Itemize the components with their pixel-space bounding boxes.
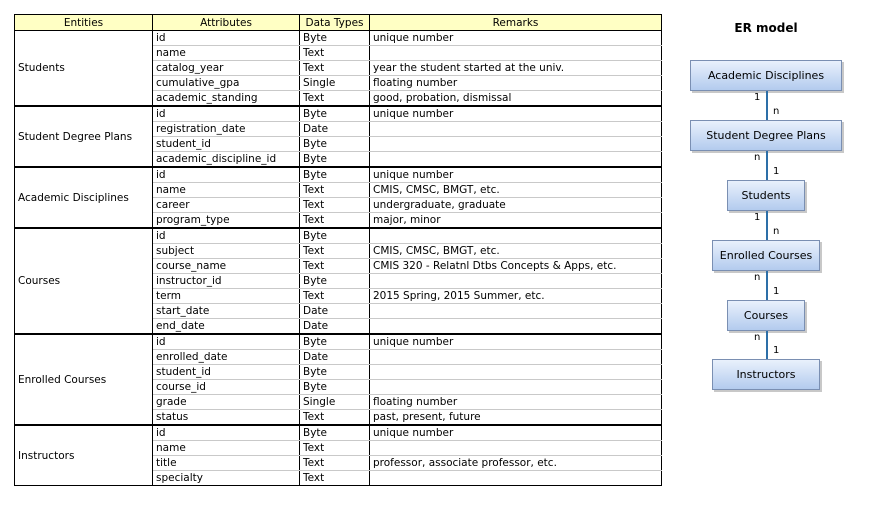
entity-name: Students [15,31,153,107]
attribute-cell: catalog_year [153,61,300,76]
table-row [15,334,662,350]
remark-cell [370,46,662,61]
data-type-cell: Byte [300,425,370,441]
remark-cell [370,304,662,319]
table-row [15,106,662,122]
er-node: Student Degree Plans [690,120,842,151]
data-type-cell: Byte [300,365,370,380]
data-type-cell: Text [300,198,370,213]
remark-cell: unique number [370,334,662,350]
remark-cell: past, present, future [370,410,662,426]
remark-cell: unique number [370,31,662,46]
remark-cell: CMIS, CMSC, BMGT, etc. [370,183,662,198]
cardinality-label: 1 [773,166,780,177]
data-type-cell: Byte [300,152,370,168]
cardinality-label: n [773,226,780,237]
er-node: Students [727,180,805,211]
attribute-cell: start_date [153,304,300,319]
remark-cell [370,319,662,335]
data-type-cell: Date [300,304,370,319]
attribute-cell: career [153,198,300,213]
attribute-cell: id [153,334,300,350]
attribute-cell: end_date [153,319,300,335]
attribute-cell: id [153,106,300,122]
remark-cell: unique number [370,425,662,441]
cardinality-label: 1 [773,286,780,297]
attribute-cell: enrolled_date [153,350,300,365]
remark-cell [370,441,662,456]
attribute-cell: specialty [153,471,300,486]
relationship-line [766,271,768,300]
attribute-cell: title [153,456,300,471]
data-type-cell: Single [300,395,370,410]
relationship-line [766,91,768,120]
attribute-cell: term [153,289,300,304]
er-node: Courses [727,300,805,331]
table-row [15,31,662,46]
data-type-cell: Single [300,76,370,91]
relationship-line [766,151,768,180]
remark-cell [370,471,662,486]
data-type-cell: Byte [300,274,370,289]
remark-cell: year the student started at the univ. [370,61,662,76]
data-type-cell: Byte [300,334,370,350]
attribute-cell: id [153,228,300,244]
cardinality-label: 1 [754,212,761,223]
data-type-cell: Byte [300,106,370,122]
entity-name: Courses [15,228,153,334]
remark-cell: good, probation, dismissal [370,91,662,107]
data-type-cell: Byte [300,31,370,46]
header-data-types: Data Types [300,15,370,31]
er-model-title: ER model [734,21,798,35]
cardinality-label: n [773,106,780,117]
attribute-cell: instructor_id [153,274,300,289]
data-type-cell: Date [300,319,370,335]
er-node: Enrolled Courses [712,240,820,271]
header-entities: Entities [15,15,153,31]
table-row [15,228,662,244]
er-node: Instructors [712,359,820,390]
data-type-cell: Byte [300,380,370,395]
attribute-cell: status [153,410,300,426]
attribute-cell: student_id [153,365,300,380]
data-type-cell: Date [300,350,370,365]
remark-cell: undergraduate, graduate [370,198,662,213]
attribute-cell: subject [153,244,300,259]
remark-cell [370,350,662,365]
entity-name: Enrolled Courses [15,334,153,425]
data-type-cell: Text [300,289,370,304]
data-type-cell: Date [300,122,370,137]
relationship-line [766,331,768,359]
data-type-cell: Text [300,441,370,456]
data-type-cell: Text [300,61,370,76]
table-header-row [15,15,662,31]
data-type-cell: Byte [300,137,370,152]
header-attributes: Attributes [153,15,300,31]
remark-cell: floating number [370,76,662,91]
attribute-cell: course_name [153,259,300,274]
entity-name: Student Degree Plans [15,106,153,167]
cardinality-label: n [754,152,761,163]
relationship-line [766,211,768,240]
cardinality-label: 1 [773,345,780,356]
remark-cell: 2015 Spring, 2015 Summer, etc. [370,289,662,304]
entity-name: Academic Disciplines [15,167,153,228]
entity-attributes-table [14,14,662,486]
attribute-cell: cumulative_gpa [153,76,300,91]
attribute-cell: id [153,31,300,46]
remark-cell [370,152,662,168]
table-row [15,425,662,441]
table-row [15,167,662,183]
attribute-cell: name [153,441,300,456]
remark-cell [370,274,662,289]
remark-cell: professor, associate professor, etc. [370,456,662,471]
data-type-cell: Text [300,91,370,107]
attribute-cell: name [153,183,300,198]
attribute-cell: program_type [153,213,300,229]
er-node: Academic Disciplines [690,60,842,91]
entity-name: Instructors [15,425,153,486]
attribute-cell: id [153,425,300,441]
attribute-cell: grade [153,395,300,410]
remark-cell: floating number [370,395,662,410]
cardinality-label: 1 [754,92,761,103]
attribute-cell: academic_discipline_id [153,152,300,168]
remark-cell [370,122,662,137]
data-type-cell: Byte [300,167,370,183]
data-type-cell: Text [300,259,370,274]
remark-cell: unique number [370,167,662,183]
remark-cell [370,228,662,244]
data-type-cell: Text [300,46,370,61]
remark-cell: unique number [370,106,662,122]
header-remarks: Remarks [370,15,662,31]
remark-cell [370,380,662,395]
data-type-cell: Byte [300,228,370,244]
remark-cell [370,137,662,152]
remark-cell: CMIS 320 - Relatnl Dtbs Concepts & Apps, etc. [370,259,662,274]
attribute-cell: name [153,46,300,61]
cardinality-label: n [754,332,761,343]
attribute-cell: registration_date [153,122,300,137]
remark-cell [370,365,662,380]
attribute-cell: student_id [153,137,300,152]
data-type-cell: Text [300,410,370,426]
data-type-cell: Text [300,183,370,198]
attribute-cell: academic_standing [153,91,300,107]
attribute-cell: course_id [153,380,300,395]
data-type-cell: Text [300,471,370,486]
attribute-cell: id [153,167,300,183]
data-type-cell: Text [300,213,370,229]
remark-cell: CMIS, CMSC, BMGT, etc. [370,244,662,259]
data-type-cell: Text [300,244,370,259]
remark-cell: major, minor [370,213,662,229]
data-type-cell: Text [300,456,370,471]
cardinality-label: n [754,272,761,283]
